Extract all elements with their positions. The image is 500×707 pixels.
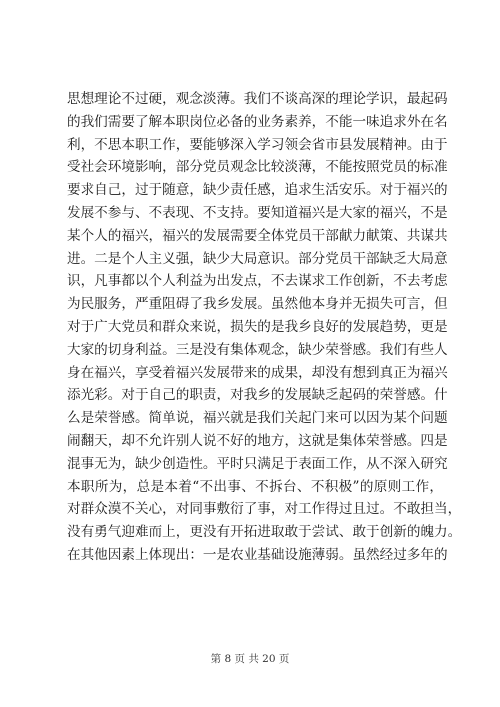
text-line: 身在福兴，享受着福兴发展带来的成果，却没有想到真正为福兴	[67, 364, 448, 381]
text-line: 思想理论不过硬，观念淡薄。我们不谈高深的理论学识，最起码	[67, 91, 448, 107]
text-line: 在其他因素上体现出：一是农业基础设施薄弱。虽然经过多年的	[67, 546, 448, 563]
text-line: 么是荣誉感。简单说，福兴就是我们关起门来可以因为某个问题	[67, 410, 448, 427]
text-line: 识，凡事都以个人利益为出发点，不去谋求工作创新，不去考虑	[67, 273, 448, 290]
body-text	[67, 88, 462, 567]
page-footer: 第 8 页 共 20 页	[210, 653, 290, 665]
text-line: 发展不参与、不表现、不支持。要知道福兴是大家的福兴，不是	[67, 204, 448, 221]
text-line: 添光彩。对于自己的职责，对我乡的发展缺乏起码的荣誉感。什	[67, 387, 448, 404]
text-line: 混事无为，缺少创造性。平时只满足于表面工作，从不深入研究	[67, 455, 448, 472]
text-line: 对于广大党员和群众来说，损失的是我乡良好的发展趋势，更是	[67, 318, 448, 335]
text-line: 没有勇气迎难而上，更没有开拓进取敢于尝试、敢于创新的魄力。	[67, 524, 462, 541]
text-line: 闹翻天，却不允许别人说不好的地方，这就是集体荣誉感。四是	[67, 432, 448, 449]
text-line: 利，不思本职工作，要能够深入学习领会省市县发展精神。由于	[67, 136, 448, 153]
text-line: 为民服务，严重阻碍了我乡发展。虽然他本身并无损失可言，但	[67, 296, 448, 313]
text-line: 要求自己，过于随意，缺少责任感，追求生活安乐。对于福兴的	[67, 182, 448, 199]
text-line: 的我们需要了解本职岗位必备的业务素养，不能一味追求外在名	[67, 113, 448, 130]
text-line: 进。二是个人主义强，缺少大局意识。部分党员干部缺乏大局意	[67, 250, 448, 267]
text-line: 大家的切身利益。三是没有集体观念，缺少荣誉感。我们有些人	[67, 341, 448, 358]
text-line: 对群众漠不关心，对同事敷衍了事，对工作得过且过。不敢担当，	[67, 501, 462, 518]
text-line: 本职所为，总是本着“不出事、不拆台、不积极”的原则工作，	[67, 478, 443, 495]
text-line: 受社会环境影响，部分党员观念比较淡薄，不能按照党员的标准	[67, 159, 448, 176]
text-line: 某个人的福兴，福兴的发展需要全体党员干部献力献策、共谋共	[67, 227, 448, 244]
